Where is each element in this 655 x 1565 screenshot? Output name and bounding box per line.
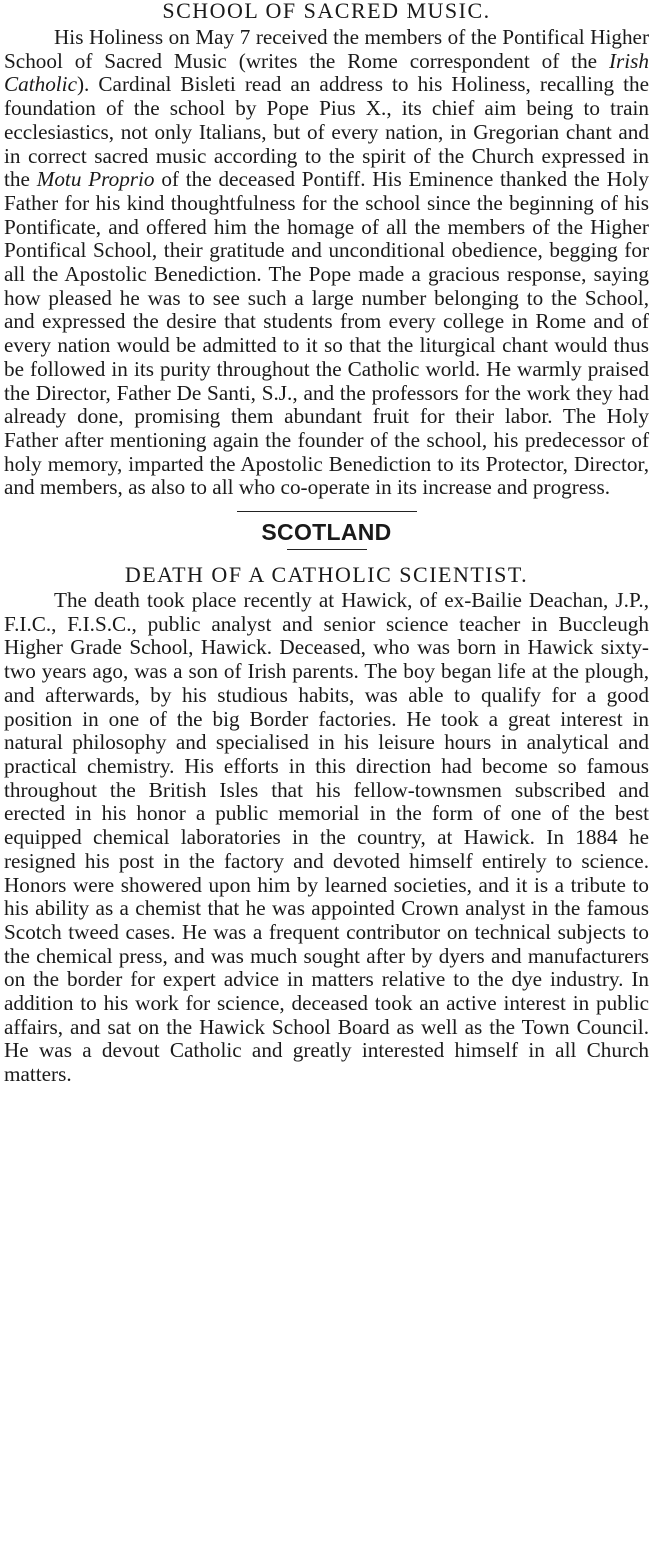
document-title-motu-proprio: Motu Proprio: [36, 167, 155, 192]
banner-underline: [287, 549, 367, 550]
article-text-segment: ). Cardinal Bisleti read an address to his Holiness, recalling the foundation of the school by Pope Pius X., its chief aim being to train ecclesiastics, not only Italians, but of every nation, in Gregorian chant and in correct sacred music according to the spirit of the Church expressed in the: [4, 72, 649, 192]
publication-title-irish-catholic: Irish Catholic: [4, 48, 649, 97]
article-text-segment: His Holiness on May 7 received the members of the Pontifical Higher School of Sacred Music (writes the Rome correspondent of the: [4, 25, 649, 73]
region-banner-scotland: SCOTLAND: [261, 519, 392, 546]
article-text-segment: of the deceased Pontiff. His Eminence thanked the Holy Father for his kind thoughtfulness for the school since the beginning of his Pontificate, and offered him the homage of all the members of the Higher Pontifical School, their gratitude and unconditional obedience, begging for all the Apostolic Benediction. The Pope made a gracious response, saying how pleased he was to see such a large number belonging to the School, and expressed the desire that students from every college in Rome and of every nation would be admitted to it so that the liturgical chant would thus be followed in its purity throughout the Catholic world. He warmly praised the Director, Father De Santi, S.J., and the professors for the work they had already done, promising them abundant fruit for their labor. The Holy Father after mentioning again the founder of the school, his predecessor of holy memory, imparted the Apostolic Benediction to its Protector, Director, and members, as also to all who co-operate in its increase and progress.: [4, 167, 649, 500]
article-body-catholic-scientist: The death took place recently at Hawick, of ex-Bailie Deachan, J.P., F.I.C., F.I.S.C., public analyst and senior science teacher in Buccleugh Higher Grade School, Hawick. Deceased, who was born in Hawick sixty-two years ago, was a son of Irish parents. The boy began life at the plough, and afterwards, by his studious habits, was able to qualify for a good position in one of the big Border factories. He took a great interest in natural philosophy and specialised in his leisure hours in analytical and practical chemistry. His efforts in this direction had become so famous throughout the British Isles that his fellow-townsmen subscribed and erected in his honor a public memorial in the form of one of the best equipped chemical laboratories in the country, at Hawick. In 1884 he resigned his post in the factory and devoted himself entirely to science. Honors were showered upon him by learned societies, and it is a tribute to his ability as a chemist that he was appointed Crown analyst in the famous Scotch tweed cases. He was a frequent contributor on technical subjects to the chemical press, and was much sought after by dyers and manufacturers on the border for expert advice in matters relative to the dye industry. In addition to his work for science, deceased took an active interest in public affairs, and sat on the Hawick School Board as well as the Town Council. He was a devout Catholic and greatly interested himself in all Church matters.: [4, 588, 649, 1087]
section-divider: [237, 511, 417, 512]
article-body-sacred-music: [4, 26, 649, 500]
article-heading-catholic-scientist: DEATH OF A CATHOLIC SCIENTIST.: [124, 562, 529, 588]
article-heading-sacred-music: SCHOOL OF SACRED MUSIC.: [162, 0, 491, 23]
